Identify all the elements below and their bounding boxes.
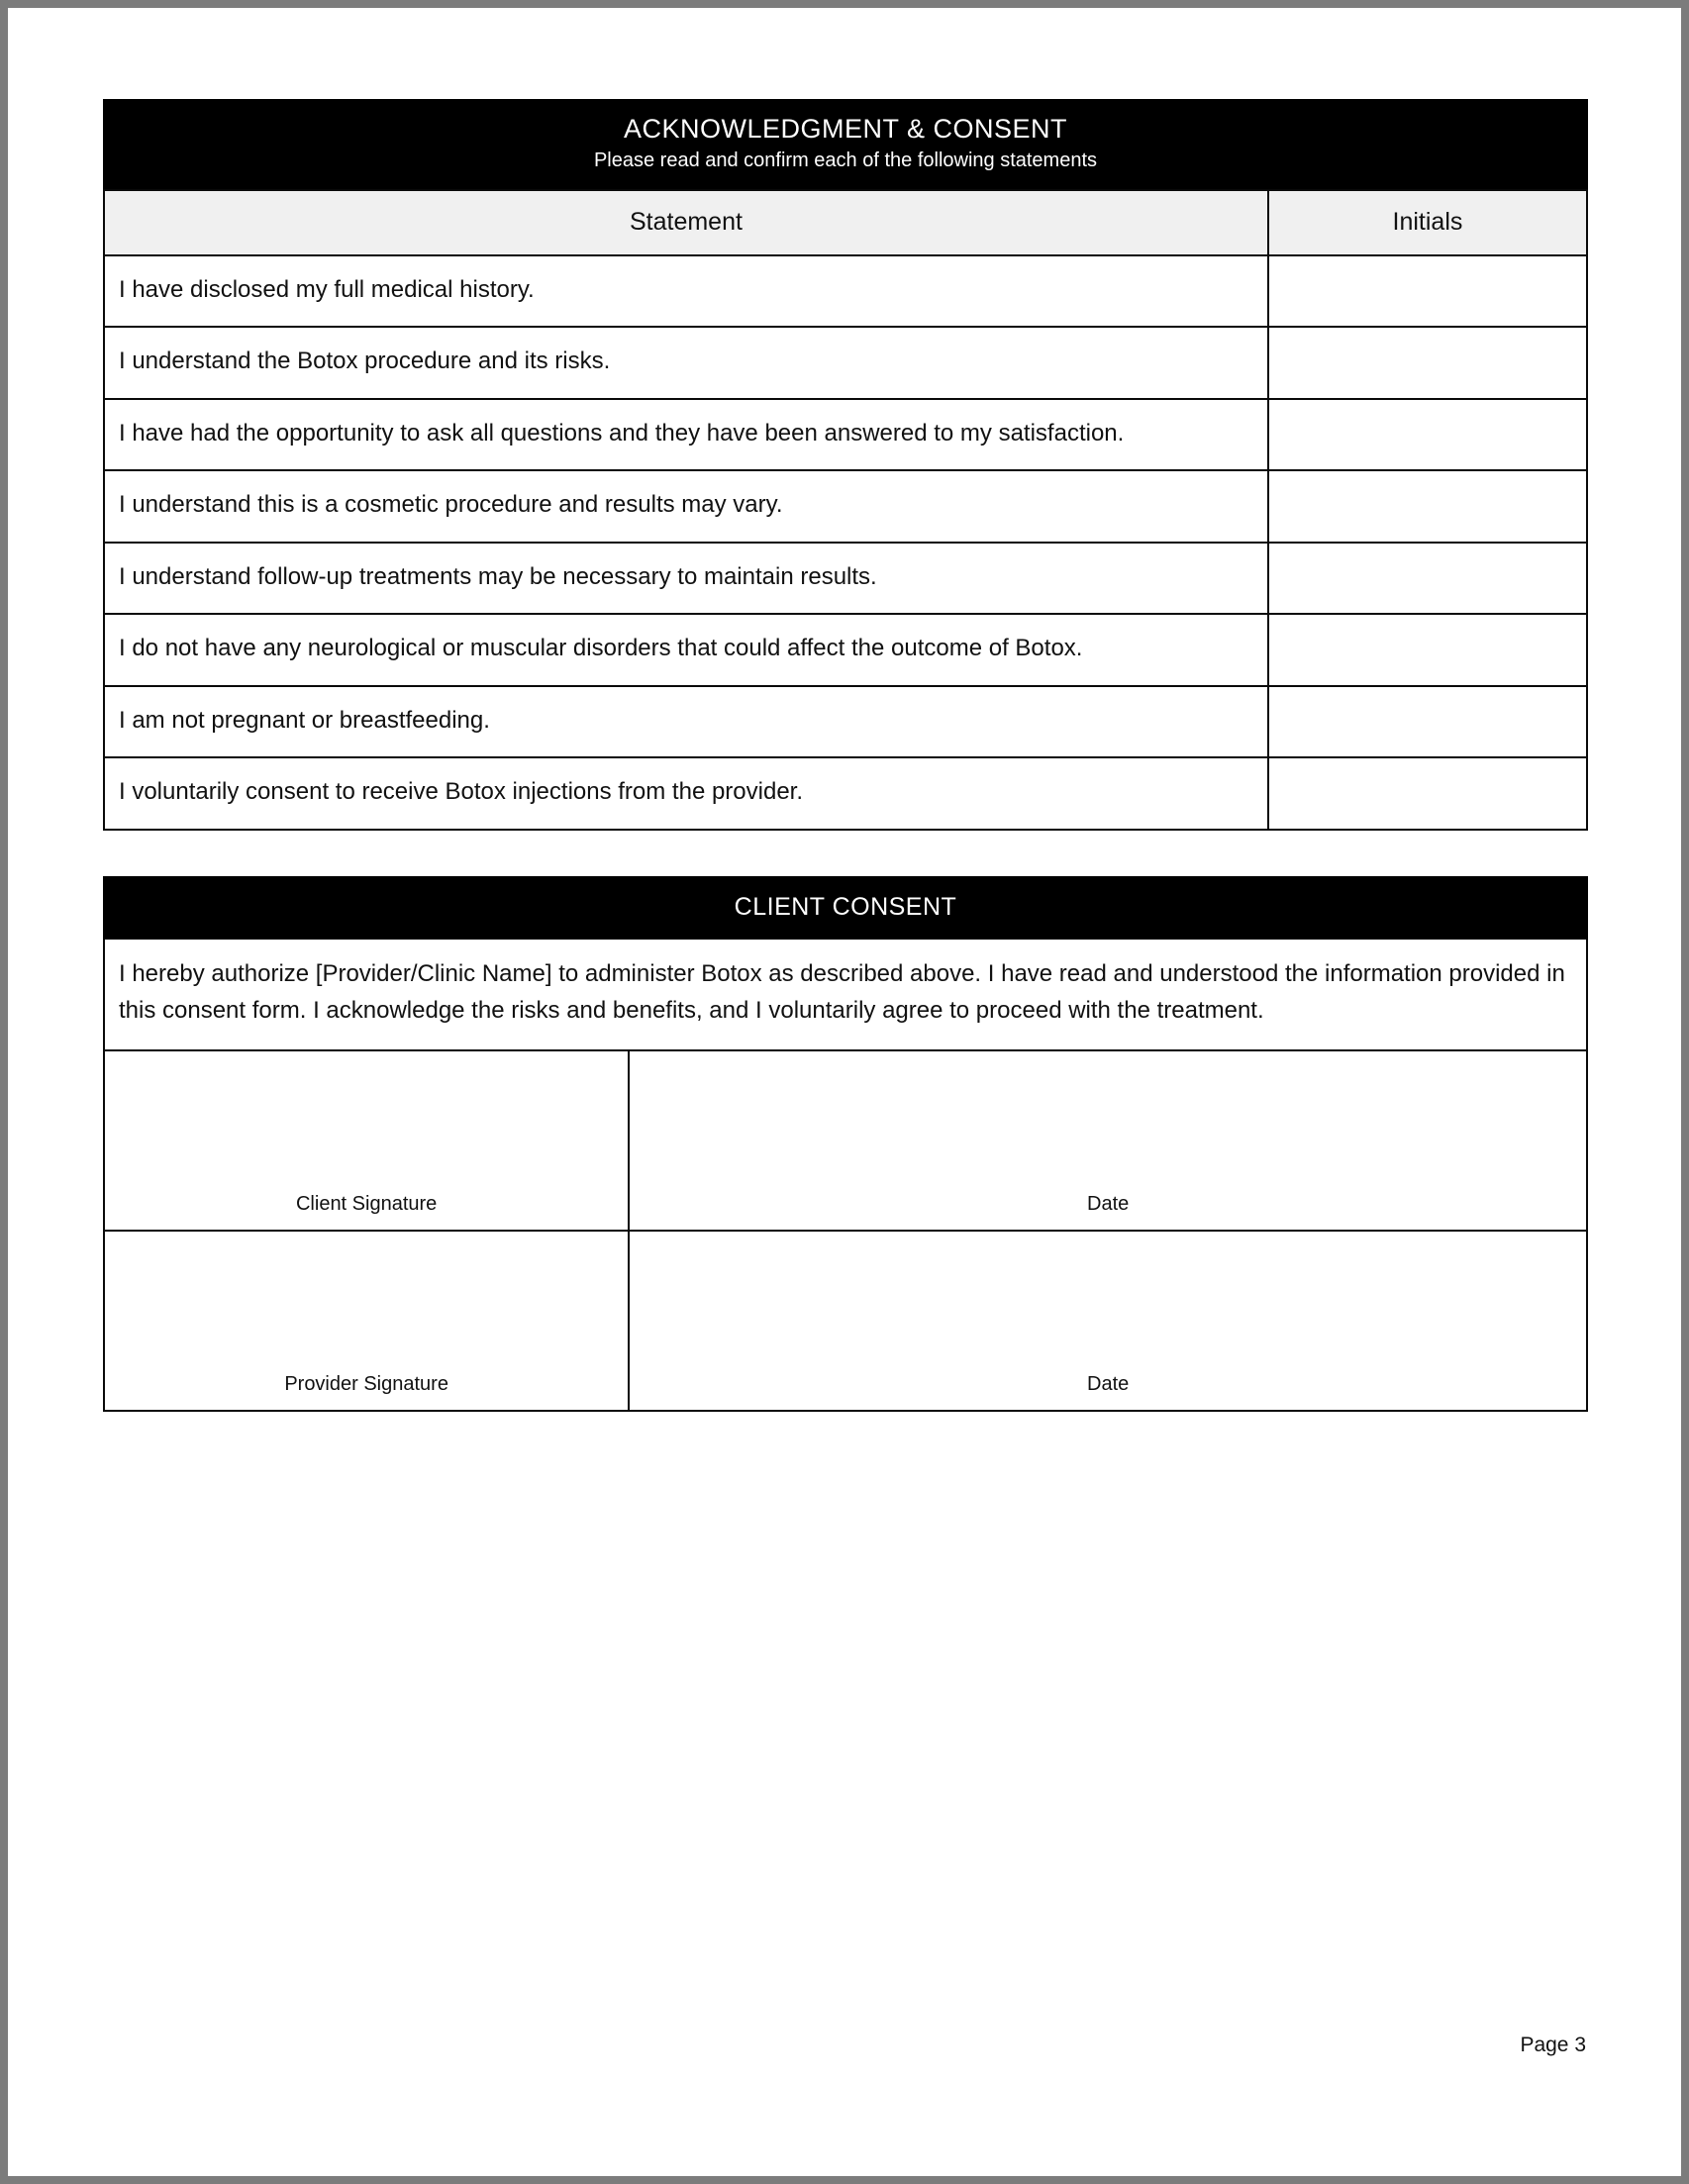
client-consent-banner: [103, 876, 1588, 941]
page-number-footer: Page 3: [1520, 2034, 1586, 2056]
initials-field[interactable]: [1268, 399, 1587, 470]
initials-field[interactable]: [1268, 614, 1587, 685]
document-content: [103, 99, 1588, 1412]
column-header-statement: Statement: [104, 190, 1268, 255]
column-header-initials: Initials: [1268, 190, 1587, 255]
initials-field[interactable]: [1268, 470, 1587, 542]
statement-text: I am not pregnant or breastfeeding.: [104, 686, 1268, 757]
client-consent-title: CLIENT CONSENT: [734, 892, 957, 921]
provider-signature-field[interactable]: Provider Signature: [104, 1231, 629, 1411]
signature-row-client: [104, 1050, 1587, 1231]
acknowledgment-table: [103, 189, 1588, 831]
page-canvas: [8, 8, 1681, 2176]
table-row: [104, 327, 1587, 398]
table-row: [104, 543, 1587, 614]
table-row: [104, 686, 1587, 757]
table-header-row: [104, 190, 1587, 255]
initials-field[interactable]: [1268, 255, 1587, 327]
initials-field[interactable]: [1268, 686, 1587, 757]
acknowledgment-title: ACKNOWLEDGMENT & CONSENT: [623, 114, 1068, 144]
table-row: [104, 399, 1587, 470]
statement-text: I understand follow-up treatments may be necessary to maintain results.: [104, 543, 1268, 614]
table-row: [104, 470, 1587, 542]
client-consent-section: [103, 876, 1588, 1412]
client-date-field[interactable]: Date: [629, 1050, 1587, 1231]
statement-text: I understand this is a cosmetic procedure and results may vary.: [104, 470, 1268, 542]
initials-field[interactable]: [1268, 327, 1587, 398]
signature-table: [103, 1049, 1588, 1412]
acknowledgment-banner: [103, 99, 1588, 189]
acknowledgment-table-body: [104, 255, 1587, 830]
acknowledgment-table-head: [104, 190, 1587, 255]
statement-text: I do not have any neurological or muscular disorders that could affect the outcome of Botox.: [104, 614, 1268, 685]
client-signature-field[interactable]: Client Signature: [104, 1050, 629, 1231]
statement-text: I voluntarily consent to receive Botox injections from the provider.: [104, 757, 1268, 829]
statement-text: I have disclosed my full medical history.: [104, 255, 1268, 327]
table-row: [104, 255, 1587, 327]
signature-table-body: [104, 1050, 1587, 1411]
table-row: [104, 614, 1587, 685]
acknowledgment-subtitle: Please read and confirm each of the following statements: [593, 149, 1098, 171]
table-row: [104, 757, 1587, 829]
initials-field[interactable]: [1268, 543, 1587, 614]
initials-field[interactable]: [1268, 757, 1587, 829]
provider-date-field[interactable]: Date: [629, 1231, 1587, 1411]
client-consent-paragraph: I hereby authorize [Provider/Clinic Name] to administer Botox as described above. I have read and understood the information provided in this consent form. I acknowledge the risks and benefits, and I voluntarily agree to proceed with the treatment.: [103, 940, 1588, 1050]
statement-text: I have had the opportunity to ask all questions and they have been answered to my satisfaction.: [104, 399, 1268, 470]
statement-text: I understand the Botox procedure and its risks.: [104, 327, 1268, 398]
signature-row-provider: [104, 1231, 1587, 1411]
acknowledgment-consent-section: [103, 99, 1588, 831]
